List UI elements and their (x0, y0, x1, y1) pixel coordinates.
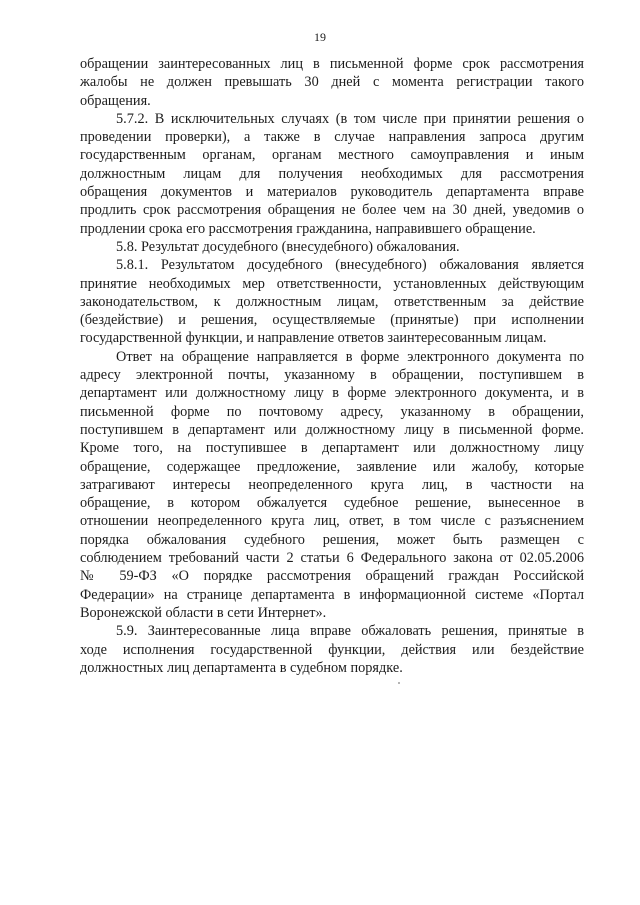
text-line: обращении заинтересованных лиц в письменной форме срок рассмотрения (80, 56, 584, 72)
text-line: отношении неопределенного круга лиц, ответ, в том числе с разъяснением (80, 513, 584, 530)
text-line: государственным органам, органам местного самоуправления и иным (80, 147, 584, 164)
text-line: обращение, содержащее предложение, заявление или жалобу, которые (80, 458, 584, 475)
text-line: (бездействие) и решения, осуществляемые (принятые) при исполнении (80, 312, 584, 329)
text-line: Федерации» на странице департамента в информационной системе «Портал (80, 586, 584, 603)
text-line: затрагивают интересы неопределенного круга лиц, в частности на (80, 476, 584, 493)
text-line: принятие необходимых мер ответственности, установленных действующим (80, 275, 584, 292)
text-line: письменной форме по почтовому адресу, указанному в обращении, (80, 403, 584, 420)
text-line: законодательством, к должностным лицам, ответственным за действие (80, 293, 584, 310)
text-line: должностных лиц департамента в судебном порядке. (80, 659, 403, 676)
scan-speck (398, 682, 400, 684)
page-number: 19 (314, 30, 326, 44)
text-line: поступившем в департамент или должностному лицу в письменной форме. (80, 421, 584, 438)
text-line: 5.8.1. Результатом досудебного (внесудебного) обжалования является (116, 257, 584, 274)
text-line: 5.9. Заинтересованные лица вправе обжаловать решения, принятые в (116, 623, 584, 640)
text-line: обращения документов и материалов руководитель департамента вправе (80, 184, 584, 201)
text-line: продлить срок рассмотрения обращения не более чем на 30 дней, уведомив о (80, 202, 584, 219)
text-line: департамент или должностному лицу в форме электронного документа, и в (80, 385, 584, 402)
text-line: Кроме того, на поступившее в департамент или должностному лицу (80, 440, 584, 457)
text-line: порядка обжалования судебного решения, может быть размещен с (80, 531, 584, 548)
text-line: жалобы не должен превышать 30 дней с момента регистрации такого (80, 74, 584, 91)
text-line: ходе исполнения государственной функции, действия или бездействие (80, 641, 584, 658)
text-line: соблюдением требований части 2 статьи 6 Федерального закона от 02.05.2006 (80, 550, 584, 567)
text-line: 5.8. Результат досудебного (внесудебного) обжалования. (116, 238, 460, 255)
text-line: адресу электронной почты, указанному в обращении, поступившем в (80, 367, 584, 384)
text-line: государственной функции, и направление ответов заинтересованным лицам. (80, 330, 547, 347)
text-line: Воронежской области в сети Интернет». (80, 604, 327, 621)
document-body (80, 55, 584, 677)
text-line: продлении срока его рассмотрения гражданина, направившего обращение. (80, 220, 536, 237)
text-line: Ответ на обращение направляется в форме электронного документа по (116, 348, 584, 365)
text-line: обращения. (80, 92, 151, 109)
text-line: 5.7.2. В исключительных случаях (в том числе при принятии решения о (116, 110, 584, 127)
text-line: проведении проверки), а также в случае направления запроса другим (80, 129, 584, 146)
text-line: должностным лицам для получения необходимых для рассмотрения (80, 165, 584, 182)
text-line: № 59-ФЗ «О порядке рассмотрения обращений граждан Российской (80, 568, 584, 585)
text-line: обращение, в котором обжалуется судебное решение, вынесенное в (80, 495, 584, 512)
